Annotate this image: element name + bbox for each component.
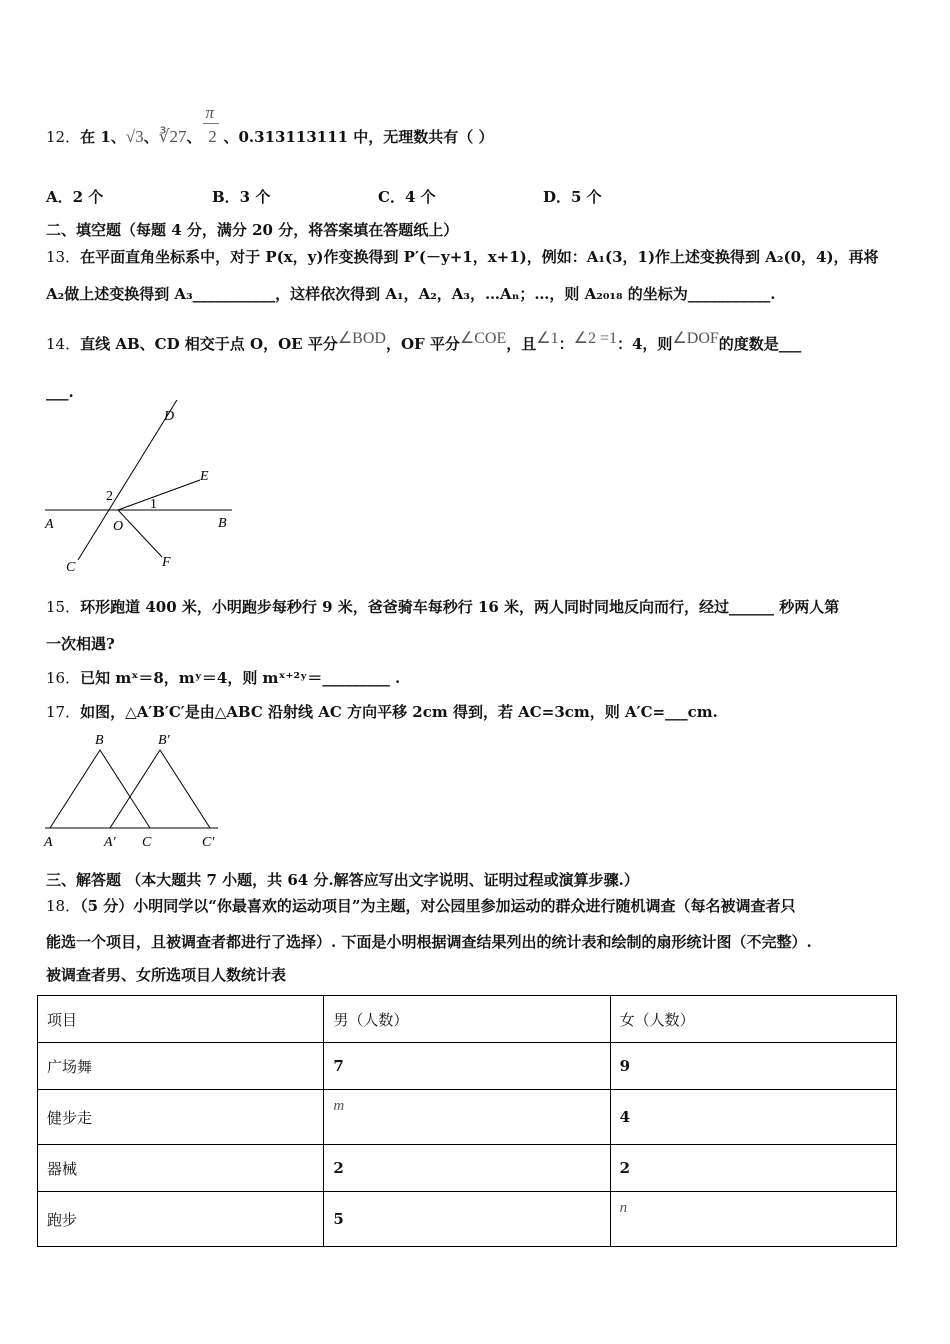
question-14: 14．直线 AB、CD 相交于点 O，OE 平分$^{\angle BOD}$，OF 平分$^{\angle COE}$，且$^{\angle 1}$：$^{\angle 2 =1}$：4，则$^{\angle DOF}$的度数是___ xyxy=(46,330,802,353)
question-18-line2: 能选一个项目，且被调查者都进行了选择）. 下面是小明根据调查结果列出的统计表和绘制的扇形统计图（不完整）. xyxy=(46,933,812,951)
figure-translated-triangles xyxy=(40,728,230,853)
svg-text:C: C xyxy=(66,560,76,575)
figure-intersecting-lines xyxy=(40,400,240,580)
svg-text:A′: A′ xyxy=(104,835,116,850)
svg-text:1: 1 xyxy=(150,497,157,512)
svg-text:E: E xyxy=(200,469,209,484)
svg-text:F: F xyxy=(162,555,171,570)
option-b: B．3 个 xyxy=(212,188,271,206)
svg-text:B′: B′ xyxy=(158,733,170,748)
question-13-line2: A₂做上述变换得到 A₃___________，这样依次得到 A₁，A₂，A₃，…Aₙ；…，则 A₂₀₁₈ 的坐标为___________. xyxy=(46,285,776,303)
question-15: 15．环形跑道 400 米，小明跑步每秒行 9 米，爸爸骑车每秒行 16 米，两人同时同地反向而行，经过______ 秒两人第 xyxy=(46,598,840,616)
svg-text:2: 2 xyxy=(106,489,113,504)
section-3-heading: 三、解答题 （本大题共 7 小题，共 64 分.解答应写出文字说明、证明过程或演算步骤.） xyxy=(46,871,639,889)
question-18: 18．（5 分）小明同学以“你最喜欢的运动项目”为主题，对公园里参加运动的群众进行随机调查（每名被调查者只 xyxy=(46,897,796,915)
option-c: C．4 个 xyxy=(378,188,436,206)
svg-text:C′: C′ xyxy=(202,835,215,850)
question-13: 13．在平面直角坐标系中，对于 P(x，y)作变换得到 P′(－y+1，x+1)，例如：A₁(3，1)作上述变换得到 A₂(0，4)，再将 xyxy=(46,248,879,266)
fraction-pi-over-2: $\frac{\pi}{2}$ xyxy=(201,127,223,147)
svg-text:A: A xyxy=(44,835,53,850)
table-row: 健步走 m 4 xyxy=(38,1090,897,1145)
survey-table xyxy=(37,995,897,1247)
question-17: 17．如图，△A′B′C′是由△ABC 沿射线 AC 方向平移 2cm 得到，若 AC=3cm，则 A′C=___cm. xyxy=(46,703,718,721)
question-16: 16．已知 mˣ＝8，mʸ＝4，则 mˣ⁺²ʸ＝_________ . xyxy=(46,669,401,687)
option-d: D．5 个 xyxy=(543,188,602,206)
svg-text:C: C xyxy=(142,835,152,850)
question-14-line2: ___. xyxy=(46,383,74,401)
svg-text:O: O xyxy=(113,519,124,534)
svg-text:D: D xyxy=(164,409,175,424)
table-row: 器械 2 2 xyxy=(38,1145,897,1192)
table-header-row: 项目 男（人数） 女（人数） xyxy=(38,996,897,1043)
svg-text:B: B xyxy=(218,516,227,531)
section-2-heading: 二、填空题（每题 4 分，满分 20 分，将答案填在答题纸上） xyxy=(46,221,459,239)
svg-text:B: B xyxy=(95,733,104,748)
table-row: 广场舞 7 9 xyxy=(38,1043,897,1090)
table-caption: 被调查者男、女所选项目人数统计表 xyxy=(46,966,287,984)
line-cd xyxy=(78,400,180,560)
option-a: A．2 个 xyxy=(46,188,104,206)
ray-of xyxy=(118,510,162,557)
question-15-line2: 一次相遇? xyxy=(46,635,115,653)
table-row: 跑步 5 n xyxy=(38,1192,897,1247)
question-12: 12．在 1、√3、∛27、 $\frac{\pi}{2}$、0.313113111 中，无理数共有（ ） xyxy=(46,103,494,146)
svg-text:A: A xyxy=(45,517,54,532)
ray-oe xyxy=(118,480,200,510)
